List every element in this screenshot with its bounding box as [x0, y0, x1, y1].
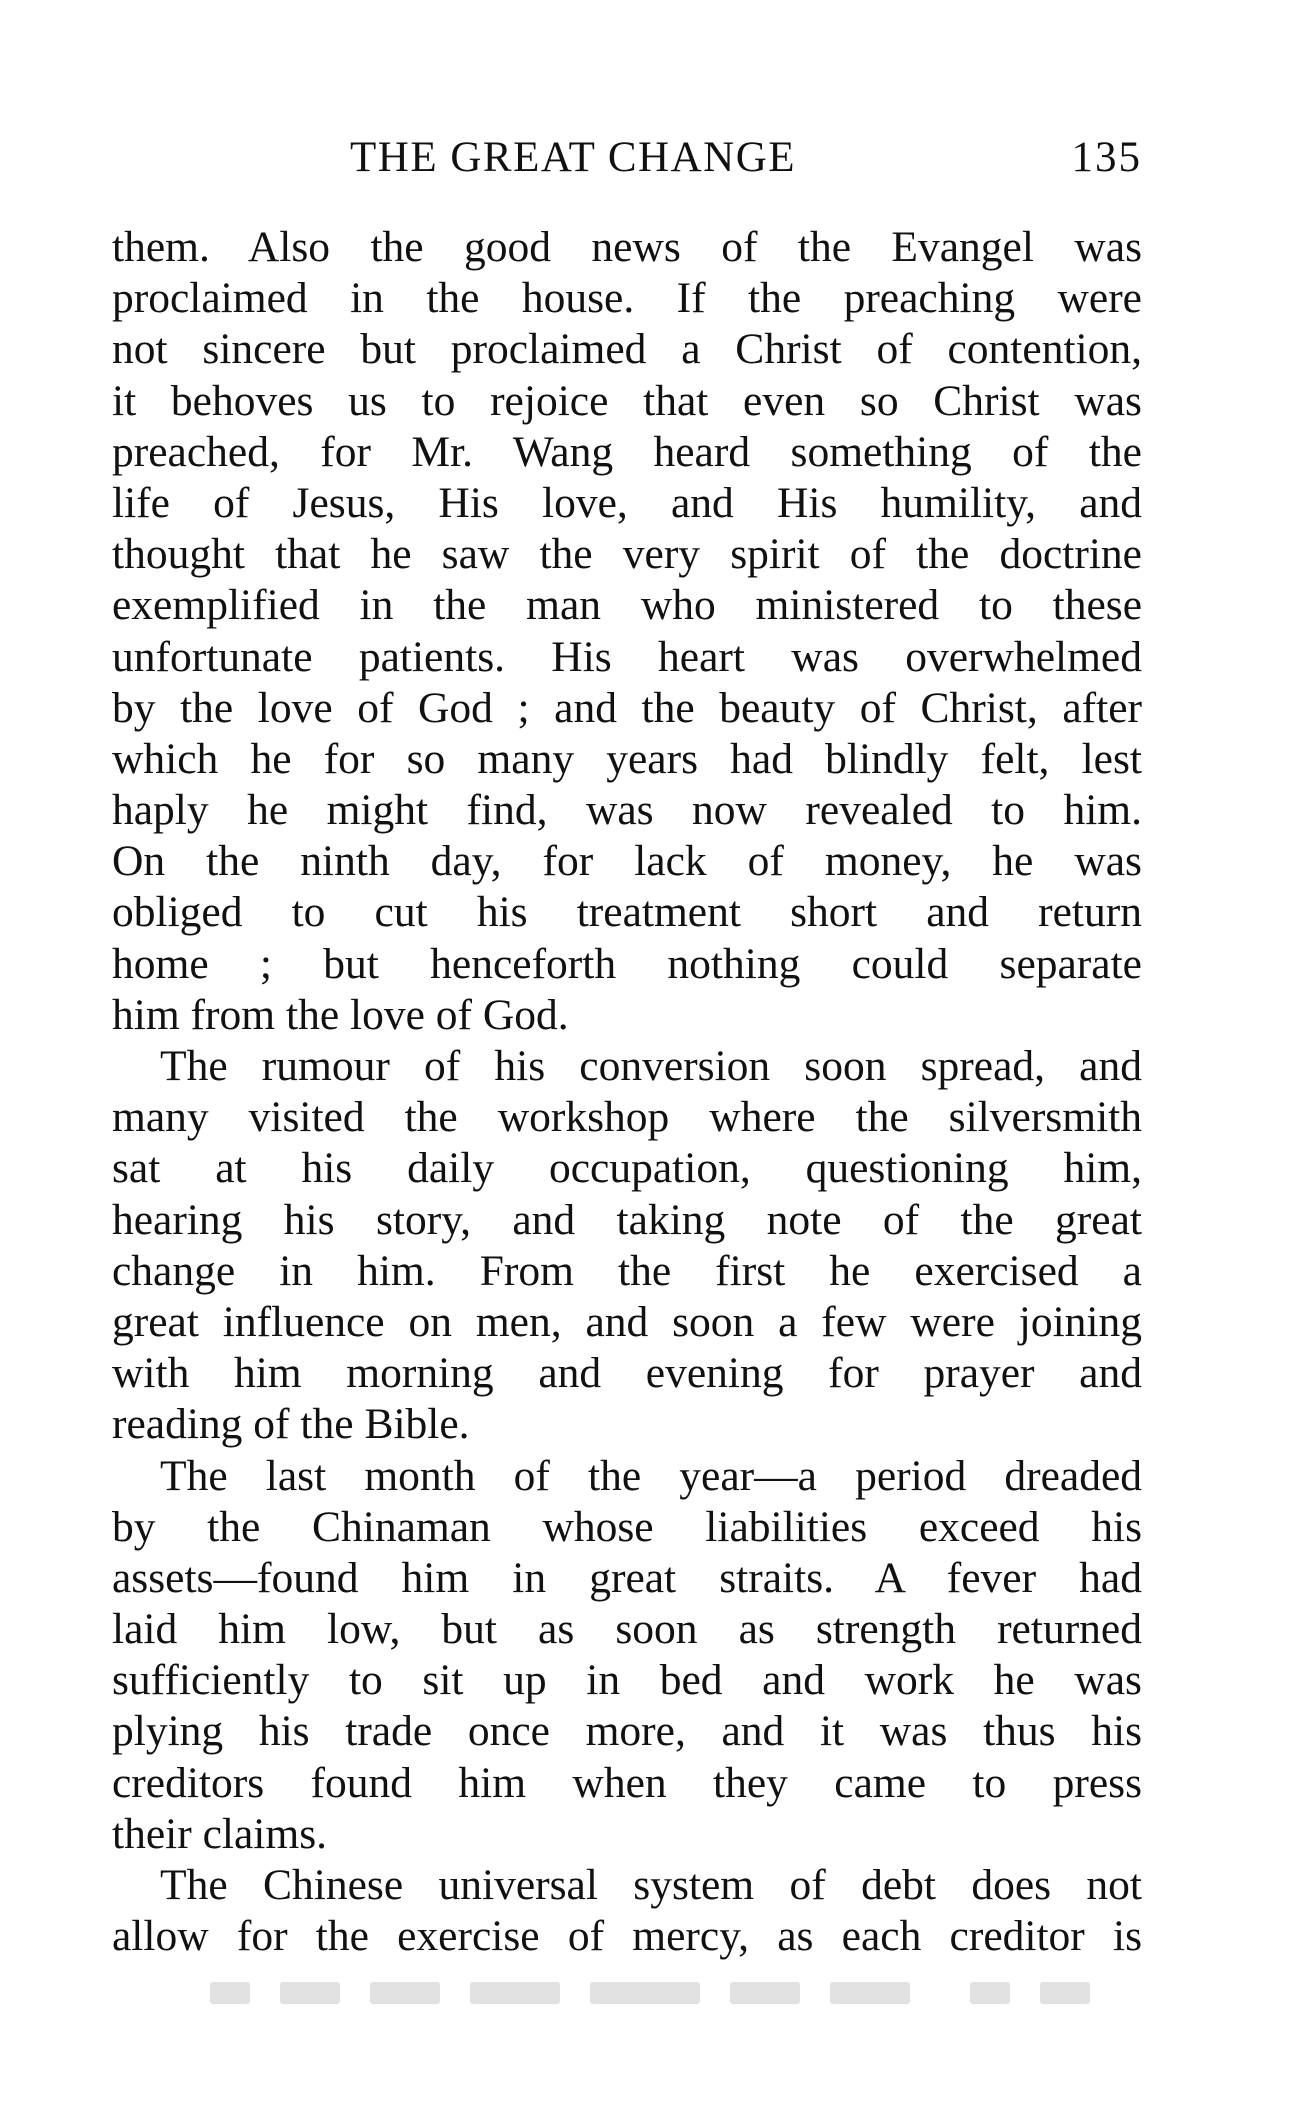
text-line: The Chinese universal system of debt does not: [160, 1861, 1142, 1909]
smudge-mark: [730, 1982, 800, 2004]
text-line: with him morning and evening for prayer and: [112, 1349, 1142, 1398]
text-line: exemplified in the man who ministered to these: [112, 581, 1142, 630]
text-line: preached, for Mr. Wang heard something of the: [112, 427, 1142, 476]
text-line: The last month of the year—a period dreaded: [160, 1451, 1142, 1500]
running-head: [112, 128, 1142, 188]
page-number: 135: [1071, 134, 1142, 181]
text-line: which he for so many years had blindly felt, lest: [112, 734, 1142, 783]
text-line: On the ninth day, for lack of money, he was: [112, 837, 1142, 886]
text-line: great influence on men, and soon a few were joining: [112, 1297, 1142, 1346]
smudge-mark: [1040, 1982, 1090, 2004]
text-line: many visited the workshop where the silversmith: [112, 1093, 1142, 1142]
text-line: life of Jesus, His love, and His humility, and: [112, 478, 1142, 527]
text-line: plying his trade once more, and it was thus his: [112, 1707, 1142, 1756]
text-line: The rumour of his conversion soon spread, and: [160, 1042, 1142, 1090]
text-line: allow for the exercise of mercy, as each creditor is: [112, 1912, 1142, 1961]
text-line: thought that he saw the very spirit of the doctrine: [112, 530, 1142, 579]
text-line: assets—found him in great straits. A fever had: [112, 1553, 1142, 1602]
body-text: [112, 222, 1142, 1962]
text-line: sat at his daily occupation, questioning him,: [112, 1144, 1142, 1193]
text-line: their claims.: [112, 1809, 328, 1858]
smudge-mark: [470, 1982, 560, 2004]
running-title: THE GREAT CHANGE: [350, 134, 797, 181]
text-line: creditors found him when they came to press: [112, 1758, 1142, 1807]
text-line: by the Chinaman whose liabilities exceed his: [112, 1502, 1142, 1551]
text-line: haply he might find, was now revealed to him.: [112, 786, 1142, 835]
text-line: them. Also the good news of the Evangel was: [112, 223, 1142, 271]
text-line: by the love of God ; and the beauty of Christ, after: [112, 683, 1142, 732]
text-line: change in him. From the first he exercised a: [112, 1246, 1142, 1295]
smudge-mark: [210, 1982, 250, 2004]
show-through-smudge: [210, 1982, 1090, 2012]
text-line: him from the love of God.: [112, 990, 569, 1039]
text-line: it behoves us to rejoice that even so Christ was: [112, 376, 1142, 425]
text-line: not sincere but proclaimed a Christ of contention,: [112, 325, 1142, 374]
text-line: sufficiently to sit up in bed and work he was: [112, 1656, 1142, 1705]
text-line: proclaimed in the house. If the preaching were: [112, 274, 1142, 323]
smudge-mark: [970, 1982, 1010, 2004]
text-line: obliged to cut his treatment short and return: [112, 888, 1142, 937]
text-line: hearing his story, and taking note of the great: [112, 1195, 1142, 1244]
text-line: laid him low, but as soon as strength returned: [112, 1605, 1142, 1654]
text-line: unfortunate patients. His heart was overwhelmed: [112, 632, 1142, 681]
smudge-mark: [370, 1982, 440, 2004]
text-line: home ; but henceforth nothing could separate: [112, 939, 1142, 988]
text-line: reading of the Bible.: [112, 1400, 470, 1449]
smudge-mark: [280, 1982, 340, 2004]
smudge-mark: [590, 1982, 700, 2004]
smudge-mark: [830, 1982, 910, 2004]
